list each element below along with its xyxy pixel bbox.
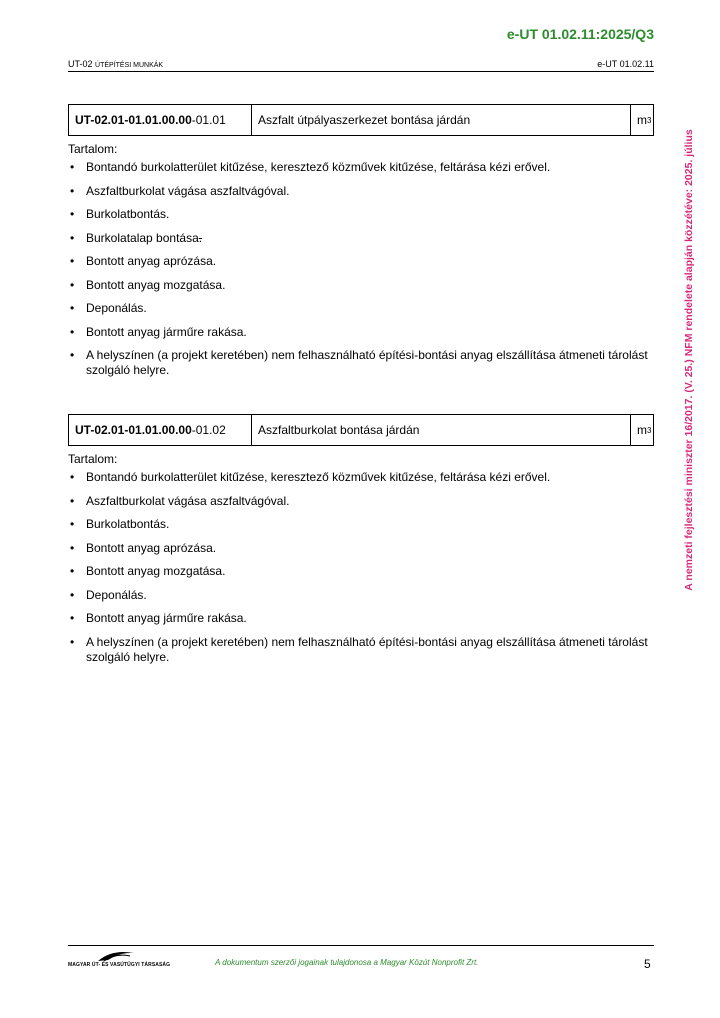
page-number: 5 — [644, 957, 651, 971]
list-item: • A helyszínen (a projekt keretében) nem felhasználható építési-bontási anyag elszállítása átmeneti tárolást szolgáló helyre. — [68, 348, 654, 378]
item-unit — [631, 415, 653, 445]
struck-period: . — [198, 230, 203, 245]
content-list — [68, 470, 654, 665]
work-item-1 — [68, 104, 654, 387]
item-code-suffix: -01.02 — [191, 423, 226, 437]
list-item: • Aszfaltburkolat vágása aszfaltvágóval. — [68, 184, 654, 199]
footer-divider — [68, 945, 654, 946]
list-item: • Burkolatbontás. — [68, 517, 654, 532]
document-code: e-UT 01.02.11:2025/Q3 — [506, 26, 654, 42]
item-code-table — [68, 414, 654, 446]
list-item: • A helyszínen (a projekt keretében) nem felhasználható építési-bontási anyag elszállítása átmeneti tárolást szolgáló helyre. — [68, 635, 654, 665]
content-label: Tartalom: — [68, 142, 118, 156]
company-logo — [68, 947, 171, 969]
content-label: Tartalom: — [68, 452, 118, 466]
item-description: Aszfaltburkolat bontása járdán — [252, 415, 631, 445]
side-note-text: A nemzeti fejlesztési miniszter 16/2017. (V. 25.) NFM rendelete alapján közzétéve: 2025. július — [683, 129, 695, 591]
item-code-suffix: -01.01 — [191, 113, 226, 127]
unit-base: m — [637, 113, 647, 127]
item-description: Aszfalt útpályaszerkezet bontása járdán — [252, 105, 631, 135]
list-item: • Bontott anyag járműre rakása. — [68, 611, 654, 626]
item-code — [69, 415, 252, 445]
item-code-table — [68, 104, 654, 136]
header-prefix: UT-02 — [68, 59, 93, 69]
unit-exponent: 3 — [647, 425, 652, 435]
logo-swoosh-icon — [68, 947, 160, 963]
list-item: • Bontott anyag aprózása. — [68, 541, 654, 556]
list-item: • Bontandó burkolatterület kitűzése, keresztező közművek kitűzése, feltárása kézi erővel. — [68, 470, 654, 485]
unit-exponent: 3 — [647, 115, 652, 125]
list-item: • Bontott anyag aprózása. — [68, 254, 654, 269]
side-publication-note — [681, 95, 697, 625]
unit-base: m — [637, 423, 647, 437]
list-item — [68, 231, 654, 246]
list-item: • Bontott anyag mozgatása. — [68, 564, 654, 579]
content-list — [68, 160, 654, 378]
list-item: • Bontott anyag mozgatása. — [68, 278, 654, 293]
copyright-note: A dokumentum szerzői jogainak tulajdonosa a Magyar Közút Nonprofit Zrt. — [215, 958, 479, 967]
logo-text: MAGYAR ÚT- ÉS VASÚTÜGYI TÁRSASÁG — [68, 962, 171, 968]
list-item-text: Burkolatalap bontása — [86, 230, 199, 245]
list-item: • Burkolatbontás. — [68, 207, 654, 222]
item-code-main: UT-02.01-01.01.00.00 — [75, 113, 192, 127]
list-item: • Deponálás. — [68, 301, 654, 316]
page-header — [68, 59, 654, 72]
list-item: • Aszfaltburkolat vágása aszfaltvágóval. — [68, 494, 654, 509]
header-right: e-UT 01.02.11 — [597, 59, 654, 69]
item-unit — [631, 105, 653, 135]
list-item: • Bontandó burkolatterület kitűzése, keresztező közművek kitűzése, feltárása kézi erővel. — [68, 160, 654, 175]
item-code-main: UT-02.01-01.01.00.00 — [75, 423, 192, 437]
work-item-2 — [68, 414, 654, 673]
header-left — [68, 59, 163, 69]
item-code — [69, 105, 252, 135]
list-item: • Deponálás. — [68, 588, 654, 603]
list-item: • Bontott anyag járműre rakása. — [68, 325, 654, 340]
header-title: ÚTÉPÍTÉSI MUNKÁK — [95, 62, 164, 69]
